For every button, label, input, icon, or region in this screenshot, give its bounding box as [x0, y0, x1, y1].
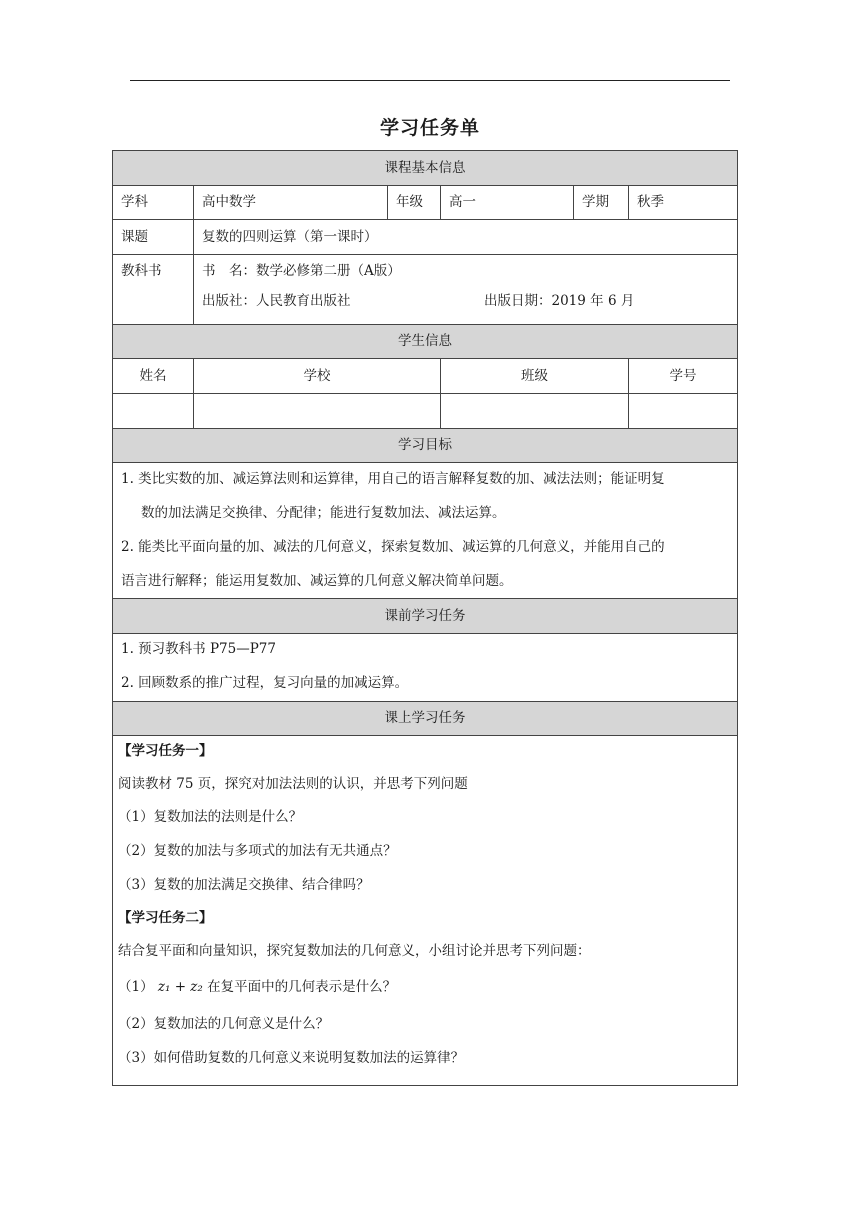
- publisher: 出版社：人民教育出版社: [202, 293, 351, 309]
- col-school: 学校: [194, 359, 441, 394]
- textbook-label: 教科书: [113, 255, 194, 325]
- task-2-intro: 结合复平面和向量知识，探究复数加法的几何意义，小组讨论并思考下列问题：: [118, 943, 591, 959]
- class-cell[interactable]: [441, 394, 629, 429]
- term-label: 学期: [574, 186, 629, 220]
- textbook-info: [194, 255, 738, 325]
- header-rule: [130, 80, 730, 81]
- in-class-content: [113, 736, 738, 1086]
- sum-expression: z₁ + z₂: [157, 979, 203, 995]
- col-name: 姓名: [113, 359, 194, 394]
- pre-class-content: [113, 634, 738, 702]
- pre-class-item-1: 1. 预习教科书 P75—P77: [121, 641, 276, 657]
- subject-label: 学科: [113, 186, 194, 220]
- topic-value: 复数的四则运算（第一课时）: [194, 220, 738, 255]
- objective-2-line-2: 语言进行解释；能运用复数加、减运算的几何意义解决简单问题。: [121, 573, 513, 589]
- objective-1-line-1: 1. 类比实数的加、减运算法则和运算律，用自己的语言解释复数的加、减法法则；能证明复: [121, 471, 665, 487]
- objectives-content: [113, 463, 738, 599]
- task-1-question-1: （1）复数加法的法则是什么？: [118, 809, 303, 825]
- objective-2-line-1: 2. 能类比平面向量的加、减法的几何意义，探索复数加、减运算的几何意义，并能用自己的: [121, 539, 665, 555]
- pre-class-item-2: 2. 回顾数系的推广过程，复习向量的加减运算。: [121, 675, 409, 691]
- task-2-question-2: （2）复数加法的几何意义是什么？: [118, 1016, 330, 1032]
- publish-date: 出版日期：2019 年 6 月: [484, 293, 635, 309]
- task-2-q1-prefix: （1）: [118, 979, 154, 995]
- subject-value: 高中数学: [194, 186, 388, 220]
- in-class-header: 课上学习任务: [113, 702, 738, 736]
- school-cell[interactable]: [194, 394, 441, 429]
- col-student-id: 学号: [629, 359, 738, 394]
- student-id-cell[interactable]: [629, 394, 738, 429]
- task-1-question-3: （3）复数的加法满足交换律、结合律吗？: [118, 877, 370, 893]
- task-2-title: 【学习任务二】: [118, 910, 213, 926]
- col-class: 班级: [441, 359, 629, 394]
- publisher-line: [202, 293, 729, 309]
- task-2-question-3: （3）如何借助复数的几何意义来说明复数加法的运算律？: [118, 1050, 465, 1066]
- objectives-header: 学习目标: [113, 429, 738, 463]
- task-1-intro: 阅读教材 75 页，探究对加法法则的认识，并思考下列问题: [118, 776, 468, 792]
- student-info-header: 学生信息: [113, 325, 738, 359]
- course-info-header: 课程基本信息: [113, 151, 738, 186]
- name-cell[interactable]: [113, 394, 194, 429]
- task-2-q1-suffix: 在复平面中的几何表示是什么？: [207, 979, 397, 995]
- task-1-title: 【学习任务一】: [118, 743, 213, 759]
- pre-class-header: 课前学习任务: [113, 599, 738, 634]
- grade-label: 年级: [388, 186, 441, 220]
- term-value: 秋季: [629, 186, 738, 220]
- grade-value: 高一: [441, 186, 574, 220]
- task-1-question-2: （2）复数的加法与多项式的加法有无共通点？: [118, 843, 397, 859]
- topic-label: 课题: [113, 220, 194, 255]
- objective-1-line-2: 数的加法满足交换律、分配律；能进行复数加法、减法运算。: [141, 505, 506, 521]
- task-2-question-1: [118, 979, 729, 1016]
- task-sheet-table: [112, 150, 738, 1086]
- book-name: 书 名：数学必修第二册（A版）: [202, 263, 401, 279]
- document-title: 学习任务单: [379, 117, 480, 139]
